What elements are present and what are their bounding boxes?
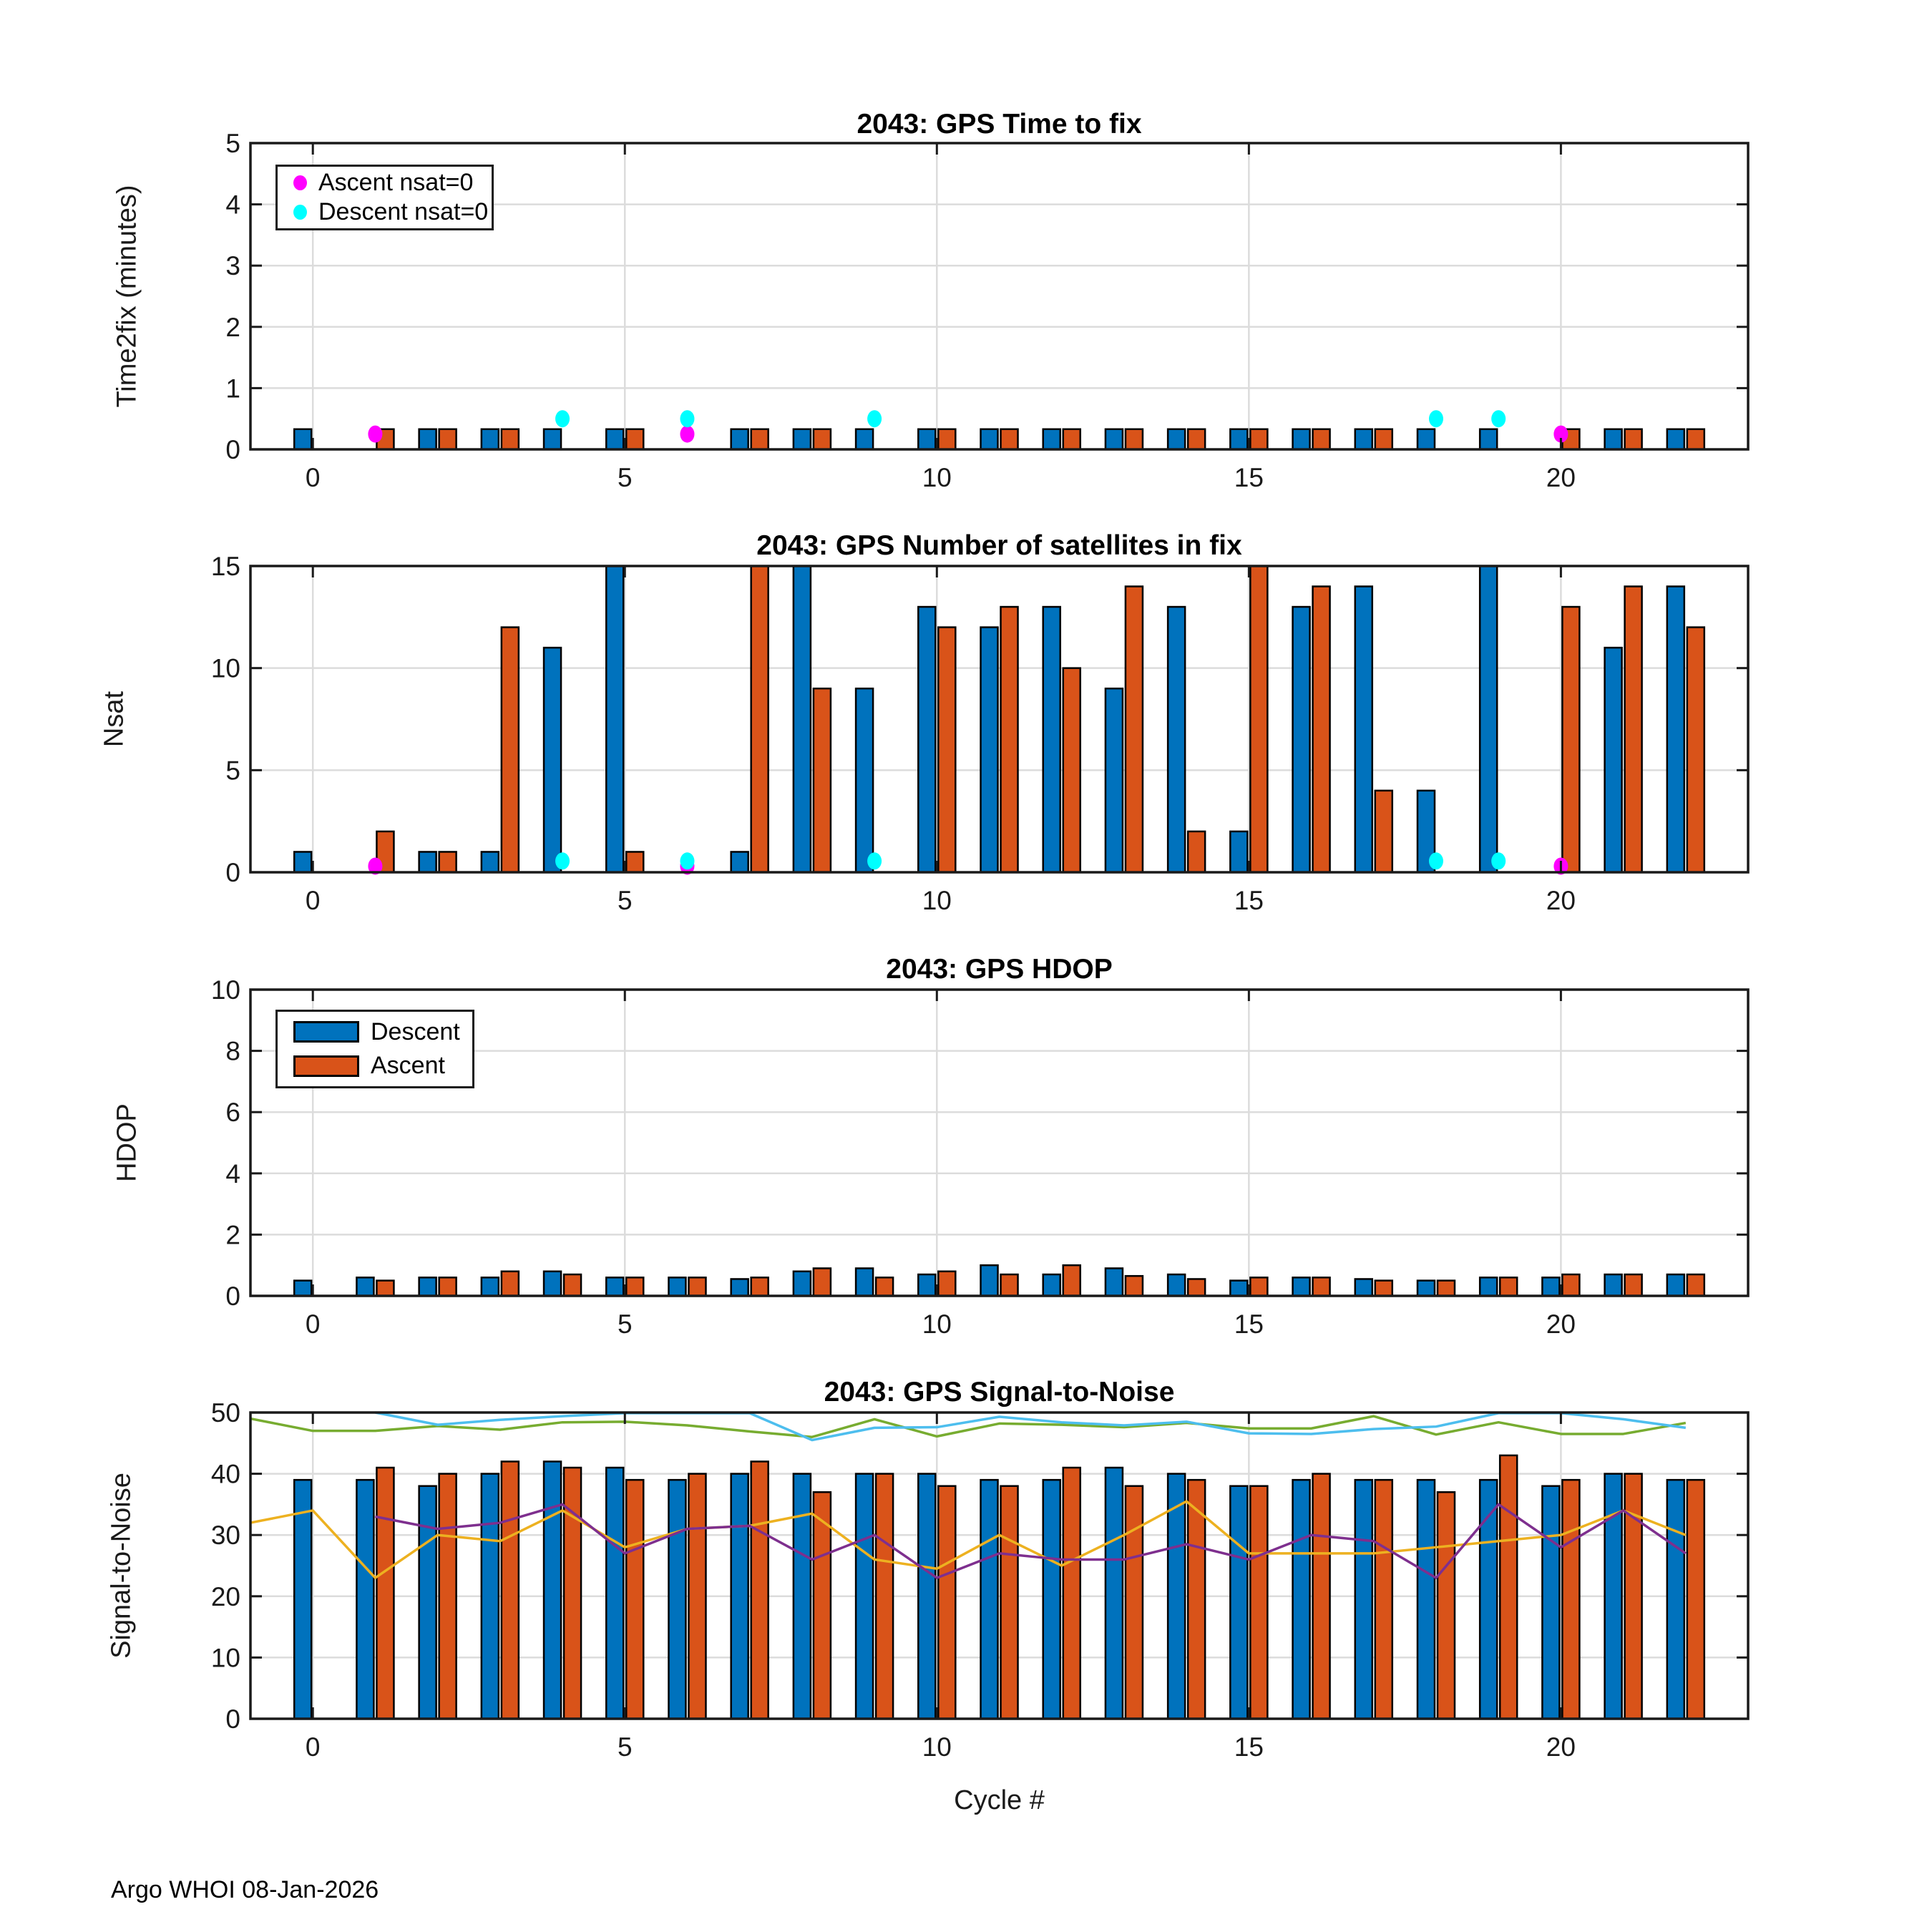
bar-ascent-cycle-7 — [751, 1277, 769, 1296]
bar-descent-cycle-19 — [1480, 1277, 1497, 1296]
bar-descent-cycle-17 — [1355, 587, 1372, 872]
tick-label-y: 10 — [210, 975, 240, 1005]
bar-ascent-cycle-17 — [1375, 429, 1392, 449]
bar-descent-cycle-21 — [1605, 429, 1622, 449]
bar-ascent-cycle-2 — [439, 852, 457, 872]
marker-descent-nsat-0-cycle-6 — [680, 852, 694, 869]
bar-descent-cycle-15 — [1230, 1486, 1247, 1719]
bar-descent-cycle-2 — [419, 852, 436, 872]
plot3-canvas-hdop — [210, 975, 1748, 1339]
bar-descent-cycle-12 — [1043, 1274, 1060, 1296]
bar-descent-cycle-15 — [1230, 831, 1247, 872]
legend-item-descent — [278, 1018, 472, 1046]
axes-box — [250, 1413, 1748, 1719]
bar-descent-cycle-18 — [1418, 1480, 1435, 1719]
tick-label-x: 20 — [1546, 1309, 1576, 1339]
legend-label: Descent nsat=0 — [318, 198, 489, 226]
bar-descent-cycle-22 — [1667, 587, 1684, 872]
tick-label-x: 0 — [305, 886, 321, 915]
tick-label-y: 3 — [225, 251, 240, 281]
bar-ascent-cycle-3 — [502, 429, 519, 449]
legend-item-descent-nsat0 — [278, 198, 492, 226]
bar-ascent-cycle-16 — [1313, 587, 1330, 872]
tick-label-x: 5 — [617, 463, 633, 492]
bar-descent-cycle-10 — [918, 429, 935, 449]
bar-descent-cycle-5 — [606, 566, 623, 872]
bar-ascent-cycle-19 — [1500, 1455, 1517, 1719]
bar-descent-cycle-2 — [419, 1277, 436, 1296]
bar-descent-cycle-13 — [1106, 1468, 1123, 1719]
marker-descent-nsat-0-cycle-9 — [867, 852, 882, 869]
bar-ascent-cycle-10 — [938, 1486, 955, 1719]
bar-descent-cycle-11 — [981, 429, 998, 449]
plot3-ylabel: HDOP — [112, 1103, 142, 1182]
bar-ascent-cycle-8 — [814, 1268, 831, 1296]
bar-ascent-cycle-6 — [688, 1474, 706, 1719]
bar-ascent-cycle-12 — [1063, 1265, 1080, 1296]
plot1-title: 2043: GPS Time to fix — [857, 109, 1142, 140]
bar-ascent-cycle-8 — [814, 429, 831, 449]
axes-box — [250, 990, 1748, 1296]
legend-item-ascent-nsat0 — [278, 169, 492, 197]
bar-descent-cycle-18 — [1418, 429, 1435, 449]
bar-descent-cycle-14 — [1168, 429, 1185, 449]
bar-descent-cycle-4 — [544, 429, 561, 449]
bar-descent-cycle-8 — [794, 566, 811, 872]
bar-descent-cycle-4 — [544, 648, 561, 872]
bar-ascent-cycle-14 — [1188, 831, 1205, 872]
tick-label-y: 4 — [225, 190, 240, 220]
bar-ascent-cycle-21 — [1625, 1274, 1642, 1296]
bar-ascent-cycle-5 — [626, 852, 643, 872]
bar-ascent-cycle-20 — [1562, 1480, 1579, 1719]
plot4-canvas-snr — [210, 1398, 1748, 1762]
bar-ascent-cycle-4 — [564, 1274, 581, 1296]
bar-descent-cycle-20 — [1542, 1277, 1559, 1296]
tick-label-x: 15 — [1234, 1732, 1264, 1762]
marker-descent-nsat-0-cycle-9 — [867, 410, 882, 427]
bar-descent-cycle-10 — [918, 1474, 935, 1719]
tick-label-x: 10 — [922, 886, 952, 915]
bar-ascent-cycle-20 — [1562, 1274, 1579, 1296]
bar-ascent-cycle-12 — [1063, 668, 1080, 872]
plot2-ylabel: Nsat — [99, 691, 130, 748]
bar-descent-cycle-9 — [856, 688, 873, 872]
tick-label-y: 50 — [210, 1398, 240, 1428]
bar-ascent-cycle-10 — [938, 429, 955, 449]
marker-descent-nsat-0-cycle-18 — [1429, 852, 1443, 869]
bar-descent-cycle-2 — [419, 429, 436, 449]
tick-label-x: 20 — [1546, 463, 1576, 492]
bar-ascent-cycle-15 — [1250, 1486, 1267, 1719]
bar-ascent-cycle-5 — [626, 429, 643, 449]
bar-descent-cycle-17 — [1355, 1279, 1372, 1296]
tick-label-x: 15 — [1234, 886, 1264, 915]
ascent-bar-swatch-icon — [293, 1055, 359, 1077]
bar-descent-cycle-18 — [1418, 1281, 1435, 1296]
bar-descent-cycle-20 — [1542, 1486, 1559, 1719]
tick-label-y: 8 — [225, 1036, 240, 1066]
tick-label-y: 20 — [210, 1581, 240, 1611]
plot1-ylabel: Time2fix (minutes) — [112, 185, 142, 408]
bar-ascent-cycle-7 — [751, 566, 769, 872]
bar-ascent-cycle-21 — [1625, 429, 1642, 449]
bar-ascent-cycle-11 — [1001, 1274, 1018, 1296]
bar-descent-cycle-16 — [1293, 1277, 1310, 1296]
bar-descent-cycle-21 — [1605, 648, 1622, 872]
bar-ascent-cycle-11 — [1001, 607, 1018, 872]
bar-ascent-cycle-10 — [938, 628, 955, 872]
marker-descent-nsat-0-cycle-4 — [555, 852, 570, 869]
bar-descent-cycle-6 — [668, 1277, 686, 1296]
marker-ascent-nsat-0-cycle-1 — [368, 426, 382, 443]
bar-ascent-cycle-13 — [1126, 1486, 1143, 1719]
bar-descent-cycle-13 — [1106, 1268, 1123, 1296]
bar-ascent-cycle-2 — [439, 1474, 457, 1719]
bar-descent-cycle-6 — [668, 1480, 686, 1719]
bar-descent-cycle-22 — [1667, 429, 1684, 449]
bar-ascent-cycle-14 — [1188, 429, 1205, 449]
bar-ascent-cycle-18 — [1438, 1492, 1455, 1719]
bar-descent-cycle-4 — [544, 1461, 561, 1719]
magenta-marker-icon — [293, 175, 307, 190]
bar-descent-cycle-11 — [981, 1480, 998, 1719]
tick-label-y: 6 — [225, 1098, 240, 1128]
bar-ascent-cycle-22 — [1687, 429, 1704, 449]
bar-descent-cycle-8 — [794, 1474, 811, 1719]
bar-ascent-cycle-3 — [502, 628, 519, 872]
bar-ascent-cycle-2 — [439, 429, 457, 449]
bar-ascent-cycle-14 — [1188, 1279, 1205, 1296]
tick-label-y: 10 — [210, 653, 240, 683]
descent-bar-swatch-icon — [293, 1021, 359, 1043]
legend-hdop — [275, 1010, 474, 1088]
bar-ascent-cycle-11 — [1001, 1486, 1018, 1719]
bar-descent-cycle-14 — [1168, 1274, 1185, 1296]
tick-label-x: 20 — [1546, 1732, 1576, 1762]
bar-descent-cycle-3 — [482, 852, 499, 872]
bar-ascent-cycle-4 — [564, 1468, 581, 1719]
bar-ascent-cycle-13 — [1126, 429, 1143, 449]
bar-ascent-cycle-21 — [1625, 587, 1642, 872]
bar-ascent-cycle-19 — [1500, 1277, 1517, 1296]
tick-label-y: 5 — [225, 129, 240, 158]
bar-ascent-cycle-12 — [1063, 1468, 1080, 1719]
tick-label-x: 5 — [617, 1309, 633, 1339]
bar-descent-cycle-22 — [1667, 1274, 1684, 1296]
bar-descent-cycle-3 — [482, 1277, 499, 1296]
tick-label-y: 15 — [210, 552, 240, 581]
bar-descent-cycle-12 — [1043, 607, 1060, 872]
bar-descent-cycle-2 — [419, 1486, 436, 1719]
tick-label-y: 0 — [225, 1704, 240, 1734]
cyan-marker-icon — [293, 205, 307, 220]
tick-label-y: 40 — [210, 1459, 240, 1489]
bar-ascent-cycle-16 — [1313, 429, 1330, 449]
bar-ascent-cycle-9 — [876, 1277, 893, 1296]
bar-descent-cycle-0 — [294, 1480, 311, 1719]
tick-label-x: 5 — [617, 886, 633, 915]
bar-ascent-cycle-8 — [814, 688, 831, 872]
bar-ascent-cycle-1 — [376, 1281, 394, 1296]
x-axis-label: Cycle # — [954, 1785, 1045, 1815]
marker-descent-nsat-0-cycle-4 — [555, 410, 570, 427]
legend-item-ascent — [278, 1052, 472, 1080]
bar-ascent-cycle-9 — [876, 1474, 893, 1719]
bar-descent-cycle-17 — [1355, 429, 1372, 449]
bar-ascent-cycle-1 — [376, 1468, 394, 1719]
bar-descent-cycle-11 — [981, 628, 998, 872]
tick-label-y: 4 — [225, 1158, 240, 1189]
bar-descent-cycle-21 — [1605, 1274, 1622, 1296]
marker-descent-nsat-0-cycle-19 — [1491, 852, 1506, 869]
bar-descent-cycle-5 — [606, 1468, 623, 1719]
tick-label-x: 10 — [922, 463, 952, 492]
bar-descent-cycle-4 — [544, 1272, 561, 1296]
bar-descent-cycle-12 — [1043, 429, 1060, 449]
bar-descent-cycle-11 — [981, 1265, 998, 1296]
bar-descent-cycle-17 — [1355, 1480, 1372, 1719]
bar-descent-cycle-7 — [731, 1279, 748, 1296]
tick-label-y: 1 — [225, 374, 240, 404]
bar-descent-cycle-16 — [1293, 429, 1310, 449]
bar-ascent-cycle-5 — [626, 1277, 643, 1296]
figure-footer: Argo WHOI 08-Jan-2026 — [111, 1876, 379, 1903]
bar-descent-cycle-21 — [1605, 1474, 1622, 1719]
bar-ascent-cycle-22 — [1687, 628, 1704, 872]
bar-ascent-cycle-10 — [938, 1272, 955, 1296]
legend-label: Ascent nsat=0 — [318, 168, 474, 196]
bar-ascent-cycle-16 — [1313, 1474, 1330, 1719]
bar-descent-cycle-5 — [606, 1277, 623, 1296]
tick-label-y: 0 — [225, 858, 240, 887]
bar-descent-cycle-7 — [731, 429, 748, 449]
bar-ascent-cycle-15 — [1250, 566, 1267, 872]
bar-ascent-cycle-13 — [1126, 587, 1143, 872]
bar-ascent-cycle-16 — [1313, 1277, 1330, 1296]
bar-descent-cycle-7 — [731, 1474, 748, 1719]
bar-descent-cycle-9 — [856, 429, 873, 449]
bar-ascent-cycle-20 — [1562, 607, 1579, 872]
marker-descent-nsat-0-cycle-6 — [680, 410, 694, 427]
tick-label-x: 10 — [922, 1732, 952, 1762]
tick-label-x: 0 — [305, 463, 321, 492]
bar-descent-cycle-0 — [294, 429, 311, 449]
bar-descent-cycle-0 — [294, 1281, 311, 1296]
tick-label-y: 30 — [210, 1521, 240, 1551]
plot2-title: 2043: GPS Number of satellites in fix — [756, 530, 1242, 561]
bar-ascent-cycle-18 — [1438, 1281, 1455, 1296]
tick-label-x: 20 — [1546, 886, 1576, 915]
bar-ascent-cycle-15 — [1250, 1277, 1267, 1296]
marker-ascent-nsat-0-cycle-6 — [680, 426, 694, 443]
plot2-canvas-nsat — [210, 552, 1748, 915]
axes-box — [250, 566, 1748, 872]
bar-descent-cycle-9 — [856, 1474, 873, 1719]
bar-descent-cycle-14 — [1168, 607, 1185, 872]
bar-descent-cycle-12 — [1043, 1480, 1060, 1719]
bar-descent-cycle-3 — [482, 1474, 499, 1719]
tick-label-y: 10 — [210, 1643, 240, 1673]
bar-descent-cycle-19 — [1480, 429, 1497, 449]
bar-ascent-cycle-17 — [1375, 791, 1392, 872]
bar-descent-cycle-22 — [1667, 1480, 1684, 1719]
tick-label-x: 10 — [922, 1309, 952, 1339]
bar-descent-cycle-15 — [1230, 1281, 1247, 1296]
bar-ascent-cycle-13 — [1126, 1276, 1143, 1296]
tick-label-x: 15 — [1234, 1309, 1264, 1339]
tick-label-y: 0 — [225, 435, 240, 464]
bar-descent-cycle-5 — [606, 429, 623, 449]
tick-label-x: 5 — [617, 1732, 633, 1762]
plot4-ylabel: Signal-to-Noise — [106, 1473, 137, 1659]
marker-descent-nsat-0-cycle-18 — [1429, 410, 1443, 427]
tick-label-x: 0 — [305, 1732, 321, 1762]
bar-ascent-cycle-6 — [688, 1277, 706, 1296]
bar-descent-cycle-19 — [1480, 566, 1497, 872]
bar-ascent-cycle-5 — [626, 1480, 643, 1719]
bar-descent-cycle-9 — [856, 1268, 873, 1296]
bar-ascent-cycle-15 — [1250, 429, 1267, 449]
bar-descent-cycle-10 — [918, 607, 935, 872]
bar-descent-cycle-15 — [1230, 429, 1247, 449]
bar-ascent-cycle-17 — [1375, 1480, 1392, 1719]
bar-descent-cycle-16 — [1293, 1480, 1310, 1719]
bar-ascent-cycle-11 — [1001, 429, 1018, 449]
tick-label-y: 2 — [225, 312, 240, 342]
bar-descent-cycle-1 — [356, 1480, 374, 1719]
plot3-title: 2043: GPS HDOP — [886, 954, 1113, 985]
bar-descent-cycle-10 — [918, 1274, 935, 1296]
bar-descent-cycle-3 — [482, 429, 499, 449]
bar-descent-cycle-13 — [1106, 429, 1123, 449]
bar-descent-cycle-8 — [794, 429, 811, 449]
tick-label-x: 15 — [1234, 463, 1264, 492]
legend-label: Ascent — [371, 1052, 445, 1080]
bar-descent-cycle-7 — [731, 852, 748, 872]
legend-nsat0 — [275, 165, 494, 230]
tick-label-y: 0 — [225, 1282, 240, 1311]
bar-descent-cycle-1 — [356, 1277, 374, 1296]
bar-ascent-cycle-21 — [1625, 1474, 1642, 1719]
bar-ascent-cycle-17 — [1375, 1281, 1392, 1296]
bar-ascent-cycle-22 — [1687, 1480, 1704, 1719]
bar-ascent-cycle-2 — [439, 1277, 457, 1296]
bar-ascent-cycle-3 — [502, 1461, 519, 1719]
bar-descent-cycle-16 — [1293, 607, 1310, 872]
bar-ascent-cycle-12 — [1063, 429, 1080, 449]
bar-descent-cycle-13 — [1106, 688, 1123, 872]
bar-ascent-cycle-3 — [502, 1272, 519, 1296]
plot4-title: 2043: GPS Signal-to-Noise — [824, 1377, 1175, 1407]
bar-ascent-cycle-22 — [1687, 1274, 1704, 1296]
bar-ascent-cycle-7 — [751, 429, 769, 449]
bar-ascent-cycle-7 — [751, 1461, 769, 1719]
legend-label: Descent — [371, 1018, 460, 1045]
bar-descent-cycle-0 — [294, 852, 311, 872]
line-ascent-max-snr — [375, 1413, 1685, 1440]
bar-descent-cycle-8 — [794, 1272, 811, 1296]
tick-label-x: 0 — [305, 1309, 321, 1339]
tick-label-y: 2 — [225, 1220, 240, 1250]
marker-descent-nsat-0-cycle-19 — [1491, 410, 1506, 427]
tick-label-y: 5 — [225, 756, 240, 786]
